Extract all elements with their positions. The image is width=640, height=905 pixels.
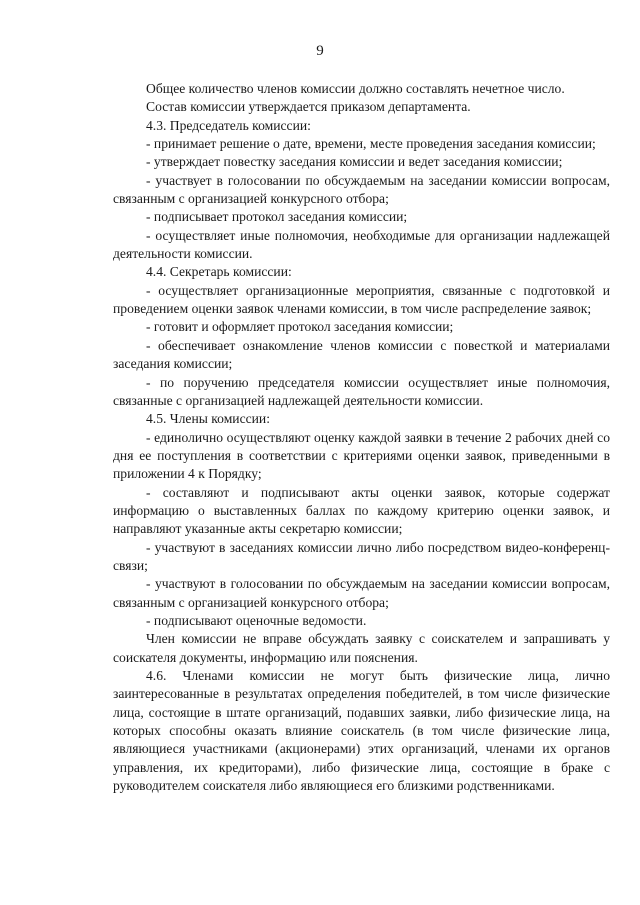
list-item: - участвуют в голосовании по обсуждаемым на заседании комиссии вопросам, связанным с организацией конкурсного отбора; [113, 576, 610, 610]
list-item: - осуществляет иные полномочия, необходимые для организации надлежащей деятельности комиссии. [113, 227, 610, 262]
list-item: - единолично осуществляют оценку каждой заявки в течение 2 рабочих дней со дня ее поступления в соответствии с критериями оценки заявок, приведенными в приложении 4 к Порядку; [113, 429, 610, 482]
list-item: - по поручению председателя комиссии осуществляет иные полномочия, связанные с организацией надлежащей деятельности комиссии. [113, 374, 610, 408]
list-item: - подписывают оценочные ведомости. [146, 612, 367, 628]
paragraph-odd-member-count: Общее количество членов комиссии должно составлять нечетное число. [146, 81, 565, 96]
section-heading-members: 4.5. Члены комиссии: [146, 411, 270, 427]
section-paragraph-4-6: 4.6. Членами комиссии не могут быть физические лица, лично заинтересованные в результатах определения победителей, в том числе физические лица, состоящие в штате организаций, подавших заявки, либо физические лица, на которых способны оказать влияние соискатель (в том числе физические лица, являющиеся участниками (акционерами) этих организаций, членами их органов управления, их кредиторами), либо физические лица, состоящие в браке с руководителем соискателя либо являющиеся его близкими родственниками. [113, 668, 610, 794]
paragraph-composition-approval: Состав комиссии утверждается приказом департамента. [146, 99, 471, 115]
list-item: - подписывает протокол заседания комиссии; [146, 209, 408, 225]
section-heading-secretary: 4.4. Секретарь комиссии: [146, 264, 292, 280]
list-item: - утверждает повестку заседания комиссии и ведет заседания комиссии; [146, 154, 563, 170]
list-item: - осуществляет организационные мероприятия, связанные с подготовкой и проведением оценки заявок членами комиссии, в том числе распределение заявок; [113, 282, 610, 317]
list-item: - составляют и подписывают акты оценки заявок, которые содержат информацию о выставленных баллах по каждому критерию оценки заявок, и направляют указанные акты секретарю комиссии; [113, 484, 610, 537]
list-item: - участвует в голосовании по обсуждаемым на заседании комиссии вопросам, связанным с организацией конкурсного отбора; [113, 172, 610, 207]
list-item: - участвуют в заседаниях комиссии лично либо посредством видео-конференц-связи; [113, 539, 610, 573]
page-number: 9 [316, 43, 324, 59]
section-heading-chairman: 4.3. Председатель комиссии: [146, 117, 311, 133]
list-item: - обеспечивает ознакомление членов комиссии с повесткой и материалами заседания комиссии; [113, 337, 610, 372]
list-item: - принимает решение о дате, времени, месте проведения заседания комиссии; [146, 136, 596, 152]
list-item: - готовит и оформляет протокол заседания комиссии; [146, 319, 454, 335]
document-body [113, 80, 610, 795]
paragraph-member-restriction: Член комиссии не вправе обсуждать заявку с соискателем и запрашивать у соискателя документы, информацию или пояснения. [113, 631, 610, 665]
